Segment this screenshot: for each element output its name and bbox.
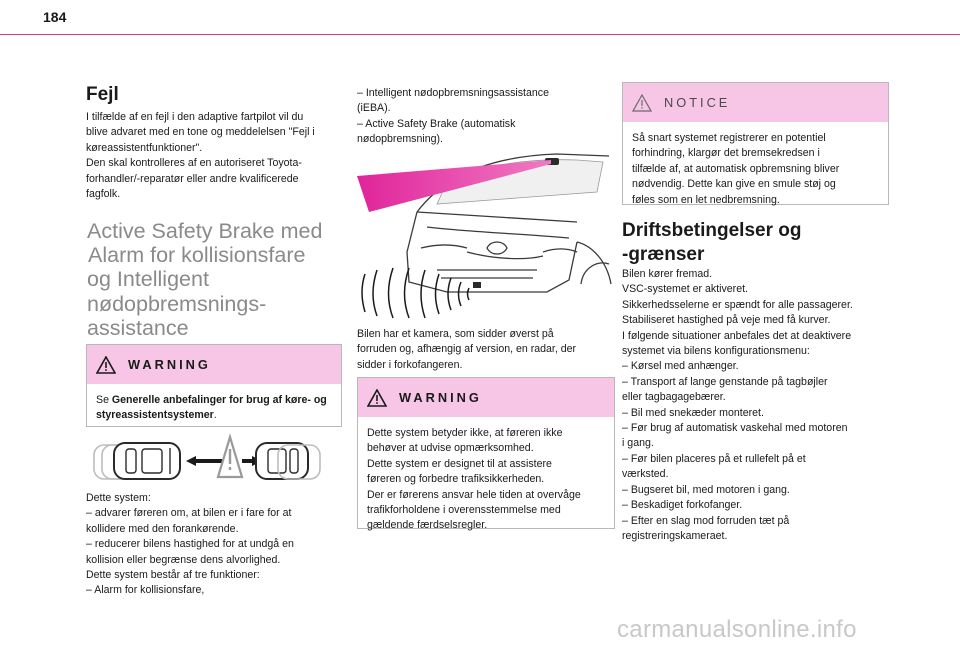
warning-icon: [96, 356, 116, 374]
warning-body: Se Generelle anbefalinger for brug af køre- og styreassistentsystemer.: [96, 394, 327, 422]
header-rule: [0, 34, 960, 35]
vehicle-distance-illustration: [92, 433, 332, 485]
watermark: carmanualsonline.info: [617, 616, 857, 643]
system-paragraph: Dette system: – advarer føreren om, at bilen er i fare for at kollidere med den forankørende. – reducerer bilens hastighed for at undgå en kollision eller begrænse dens alvorlighed. Dette system består af tre funktioner: – Alarm for kollisionsfare,: [86, 492, 294, 597]
notice-box: [622, 82, 889, 205]
section-heading: Active Safety Brake med Alarm for kollisionsfare og Intelligent nødopbremsnings- assistance: [87, 219, 323, 340]
camera-paragraph: Bilen har et kamera, som sidder øverst på forruden og, afhængig af version, en radar, der sidder i forkofangeren.: [357, 328, 577, 371]
drift-heading: Driftsbetingelser og -grænser: [622, 220, 802, 265]
warning-box-2: [357, 377, 615, 532]
fejl-heading: Fejl: [86, 84, 119, 105]
page-number: 184: [43, 9, 67, 25]
notice-label: NOTICE: [664, 95, 731, 110]
warning-header: [358, 378, 614, 417]
warning-label: WARNING: [128, 357, 211, 372]
fejl-paragraph: I tilfælde af en fejl i den adaptive fartpilot vil du blive advaret med en tone og meddelelsen "Fejl i køreassistentfunktioner". Den skal kontrolleres af en autoriseret Toyota- forhandler/-reparatør eller andre kvalificerede fagfolk.: [86, 111, 315, 201]
warning-icon: [367, 389, 387, 407]
van-camera-radar-illustration: [357, 152, 615, 320]
function-list: – Intelligent nødopbremsningsassistance (iEBA). – Active Safety Brake (automatisk nødopbremsning).: [357, 87, 549, 146]
warning-label: WARNING: [399, 390, 482, 405]
notice-body: Så snart systemet registrerer en potentiel forhindring, klargør det bremsekredsen i tilfælde af, at automatisk opbremsning bliver nødvendig. Dette kan give en smule støj og føles som en let nedbremsning.: [632, 132, 840, 206]
warning-box-1: [86, 344, 342, 427]
notice-icon: [632, 94, 652, 112]
warning-header: [87, 345, 341, 384]
drift-paragraph: Bilen kører fremad. VSC-systemet er aktiveret. Sikkerhedsselerne er spændt for alle passagerer. Stabiliseret hastighed på veje med få kurver. I følgende situationer anbefales det at deaktivere systemet via bilens konfigurationsmenu: – Kørsel med anhænger. – Transport af lange genstande på tagbøjler eller tagbagagebærer. – Bil med snekæder monteret. – Før brug af automatisk vaskehal med motoren i gang. – Før bilen placeres på et rullefelt på et værksted. – Bugseret bil, med motoren i gang. – Beskadiget forkofanger. – Efter en slag mod forruden tæt på registreringskameraet.: [622, 268, 853, 542]
notice-header: [623, 83, 888, 122]
warning-body: Dette system betyder ikke, at føreren ikke behøver at udvise opmærksomhed. Dette system er designet til at assistere føreren og forbedre trafiksikkerheden. Der er førerens ansvar hele tiden at overvåge trafikforholdene i overensstemmelse med gældende færdselsregler.: [367, 427, 581, 532]
